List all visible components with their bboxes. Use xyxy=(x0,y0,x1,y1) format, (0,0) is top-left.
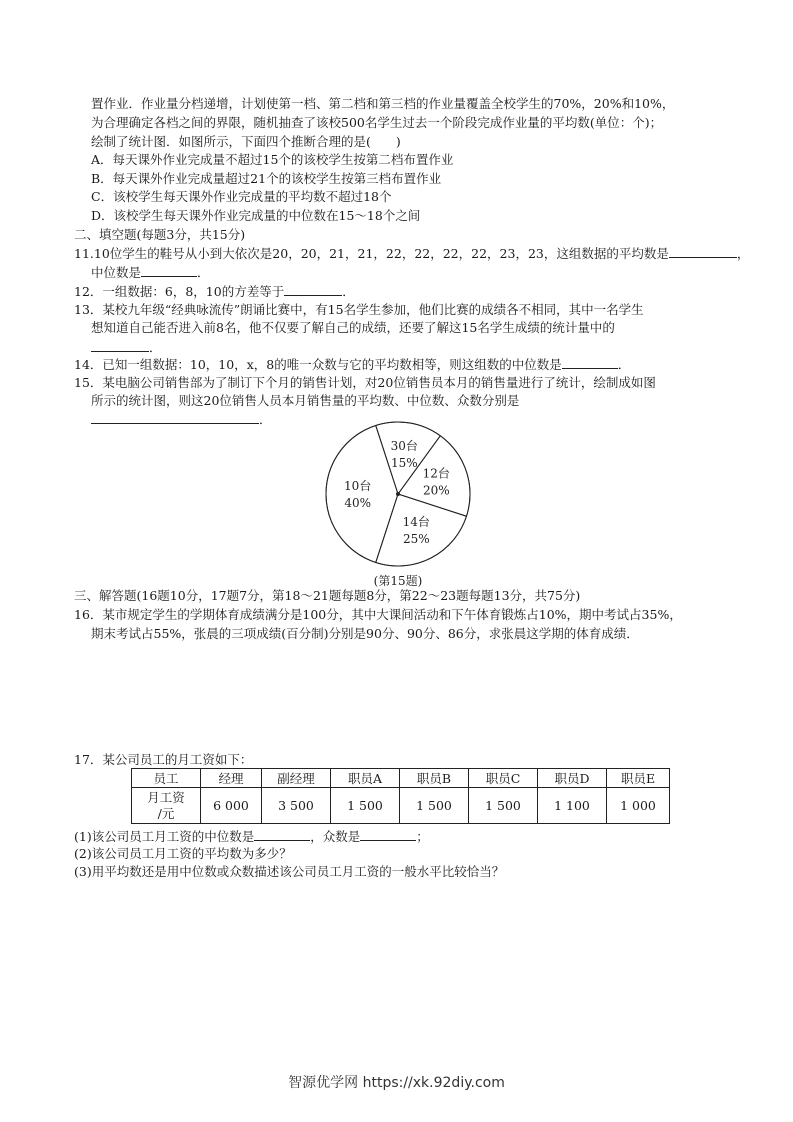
site-footer[interactable]: 智源优学网 https://xk.92diy.com xyxy=(288,1075,505,1091)
wage-table-head-employee: 员工 xyxy=(132,769,201,788)
q15-line-3: ． xyxy=(91,411,272,428)
q11-answer-blank-mean[interactable] xyxy=(669,245,737,258)
q12-line: 12．一组数据：6，8，10的方差等于 ． xyxy=(74,284,355,299)
q11-line-1: 11.10位学生的鞋号从小到大依次是20，20，21，21，22，22，22，22，23，23，这组数据的平均数是 ， xyxy=(74,246,750,261)
q13-answer-blank[interactable] xyxy=(91,339,149,352)
wage-col-name: 职员B xyxy=(400,769,469,788)
q17-part-2: (2)该公司员工月工资的平均数为多少？ xyxy=(74,846,292,861)
q15-answer-blank[interactable] xyxy=(91,411,259,424)
wage-value: 1 100 xyxy=(538,788,607,824)
q10-option-b: B．每天课外作业完成量超过21个的该校学生按第三档布置作业 xyxy=(91,171,442,186)
wage-value: 6 000 xyxy=(201,788,262,824)
wage-col-name: 职员A xyxy=(331,769,400,788)
q16-line-2: 期末考试占55%，张晨的三项成绩(百分制)分别是90分、90分、86分，求张晨这学期的体育成绩． xyxy=(91,626,639,641)
q17-part-1: (1)该公司员工月工资的中位数是 ，众数是 ； xyxy=(74,829,429,844)
q15-line-2: 所示的统计图，则这20位销售人员本月销售量的平均数、中位数、众数分别是 xyxy=(91,393,520,408)
q17-mode-blank[interactable] xyxy=(360,828,416,841)
pie-slice-percent: 15% xyxy=(390,456,418,471)
q10-line-2: 为合理确定各档之间的界限，随机抽查了该校500名学生过去一个阶段完成作业量的平均数(单位：个)； xyxy=(91,115,663,130)
pie-slice-label: 12台 xyxy=(422,466,450,481)
q13-line-1: 13．某校九年级“经典咏流传”朗诵比赛中，有15名学生参加，他们比赛的成绩各不相同，其中一名学生 xyxy=(74,302,644,317)
pie-slice-label: 14台 xyxy=(402,514,430,529)
wage-head-line-1: 月工资 xyxy=(147,789,185,805)
q10-option-d: D．该校学生每天课外作业完成量的中位数在15～18个之间 xyxy=(91,208,421,223)
pie-center-dot xyxy=(396,492,400,496)
q10-line-1: 置作业．作业量分档递增，计划使第一档、第二档和第三档的作业量覆盖全校学生的70%，20%和10%， xyxy=(91,96,675,111)
wage-col-name: 经理 xyxy=(201,769,262,788)
q16-line-1: 16．某市规定学生的学期体育成绩满分是100分，其中大课间活动和下午体育锻炼占10%，期中考试占35%， xyxy=(74,607,682,622)
q14-line: 14．已知一组数据：10，10，x，8的唯一众数与它的平均数相等，则这组数的中位数是 ． xyxy=(74,357,631,372)
wage-col-name: 职员E xyxy=(607,769,670,788)
wage-col-name: 职员D xyxy=(538,769,607,788)
wage-table-value-row xyxy=(132,788,670,824)
wage-value: 1 500 xyxy=(469,788,538,824)
sales-pie-chart xyxy=(318,420,478,592)
q17-part-3: (3)用平均数还是用中位数或众数描述该公司员工月工资的一般水平比较恰当？ xyxy=(74,864,505,879)
wage-table-header-row xyxy=(132,769,670,788)
q10-option-a: A．每天课外作业完成量不超过15个的该校学生按第二档布置作业 xyxy=(91,152,454,167)
pie-slice-percent: 25% xyxy=(402,531,430,546)
q11-line-2: 中位数是 ． xyxy=(91,265,210,280)
q17-median-blank[interactable] xyxy=(254,828,310,841)
q10-option-c: C．该校学生每天课外作业完成量的平均数不超过18个 xyxy=(91,189,392,204)
section-fill-in-heading: 二、填空题(每题3分，共15分) xyxy=(74,227,246,242)
q13-line-2: 想知道自己能否进入前8名，他不仅要了解自己的成绩，还要了解这15名学生成绩的统计量中的 xyxy=(91,320,615,335)
wage-value: 3 500 xyxy=(262,788,331,824)
q12-answer-blank[interactable] xyxy=(284,283,342,296)
q10-line-3: 绘制了统计图．如图所示，下面四个推断合理的是( ) xyxy=(91,134,401,149)
wage-col-name: 职员C xyxy=(469,769,538,788)
wage-table-head-wage xyxy=(132,788,201,824)
q17-intro: 17．某公司员工的月工资如下： xyxy=(74,752,253,767)
q15-line-1: 15．某电脑公司销售部为了制订下个月的销售计划，对20位销售员本月的销售量进行了统计，绘制成如图 xyxy=(74,375,656,390)
pie-caption: (第15题) xyxy=(373,574,423,588)
pie-slice-percent: 40% xyxy=(344,496,372,510)
q13-line-3: ． xyxy=(91,339,162,356)
wage-value: 1 500 xyxy=(331,788,400,824)
q11-answer-blank-median[interactable] xyxy=(141,264,197,277)
pie-slice-label: 30台 xyxy=(390,439,418,454)
wage-col-name: 副经理 xyxy=(262,769,331,788)
pie-slice-percent: 20% xyxy=(422,483,450,498)
section-answer-heading: 三、解答题(16题10分，17题7分，第18～21题每题8分，第22～23题每题13分，共75分) xyxy=(74,588,581,603)
wage-value: 1 500 xyxy=(400,788,469,824)
pie-slice-label: 10台 xyxy=(344,479,372,493)
wage-value: 1 000 xyxy=(607,788,670,824)
wage-head-line-2: /元 xyxy=(157,805,175,821)
wage-table xyxy=(131,768,670,824)
q14-answer-blank[interactable] xyxy=(562,356,618,369)
